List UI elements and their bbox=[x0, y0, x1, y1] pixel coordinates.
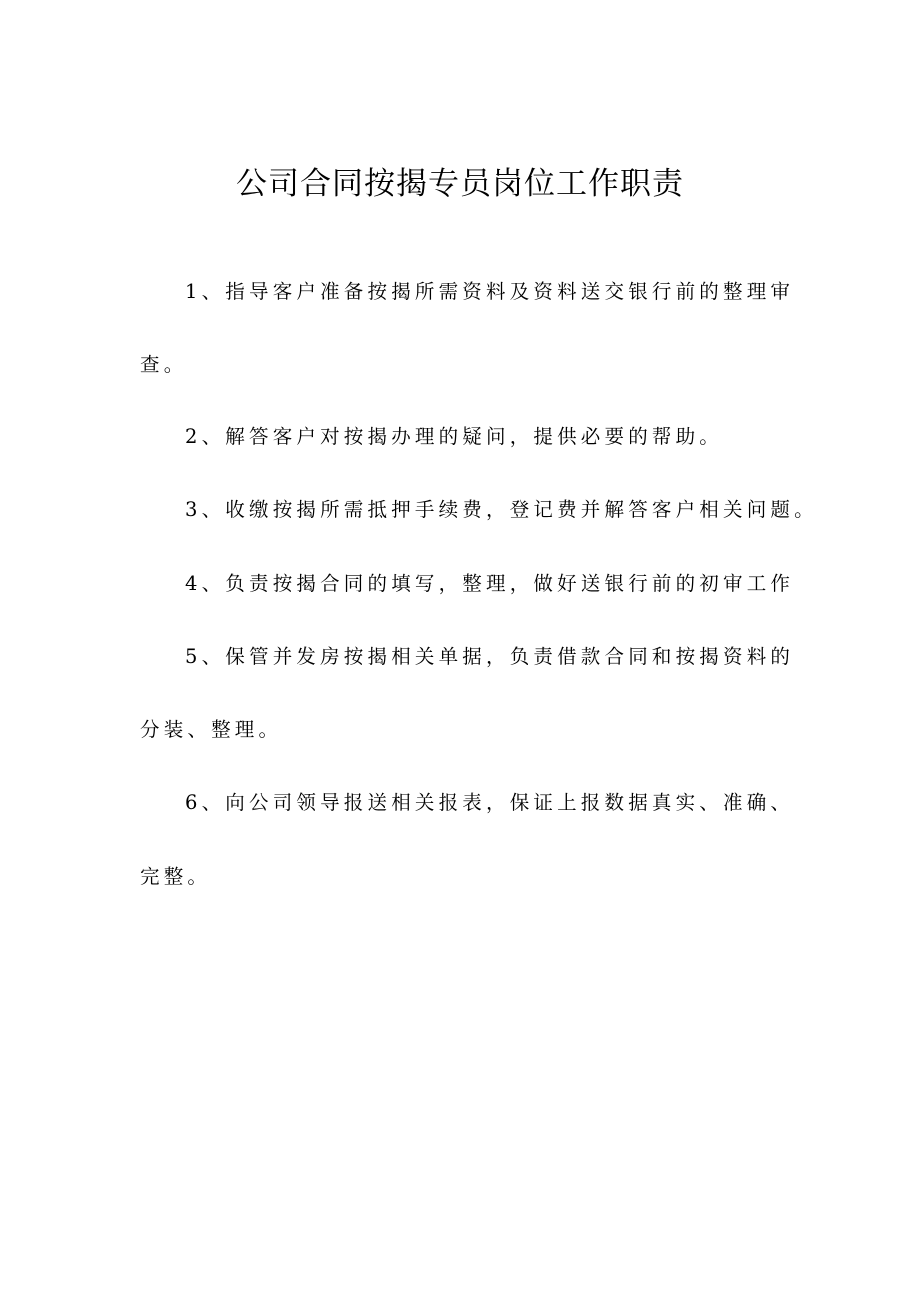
document-title: 公司合同按揭专员岗位工作职责 bbox=[236, 166, 684, 202]
duty-item-6-line-2: 完整。 bbox=[140, 865, 212, 888]
duty-item-4-line-1: 4、负责按揭合同的填写，整理，做好送银行前的初审工作 bbox=[185, 572, 795, 595]
duty-item-2-line-1: 2、解答客户对按揭办理的疑问，提供必要的帮助。 bbox=[185, 425, 724, 448]
duty-item-6-line-1: 6、向公司领导报送相关报表，保证上报数据真实、准确、 bbox=[185, 791, 795, 814]
duty-item-1-line-2: 查。 bbox=[140, 353, 188, 376]
duty-item-5-line-1: 5、保管并发房按揭相关单据，负责借款合同和按揭资料的 bbox=[185, 645, 795, 668]
duty-item-3-line-1: 3、收缴按揭所需抵押手续费，登记费并解答客户相关问题。 bbox=[185, 498, 818, 521]
duty-item-5-line-2: 分装、整理。 bbox=[140, 718, 283, 741]
duty-item-1-line-1: 1、指导客户准备按揭所需资料及资料送交银行前的整理审 bbox=[185, 280, 795, 303]
